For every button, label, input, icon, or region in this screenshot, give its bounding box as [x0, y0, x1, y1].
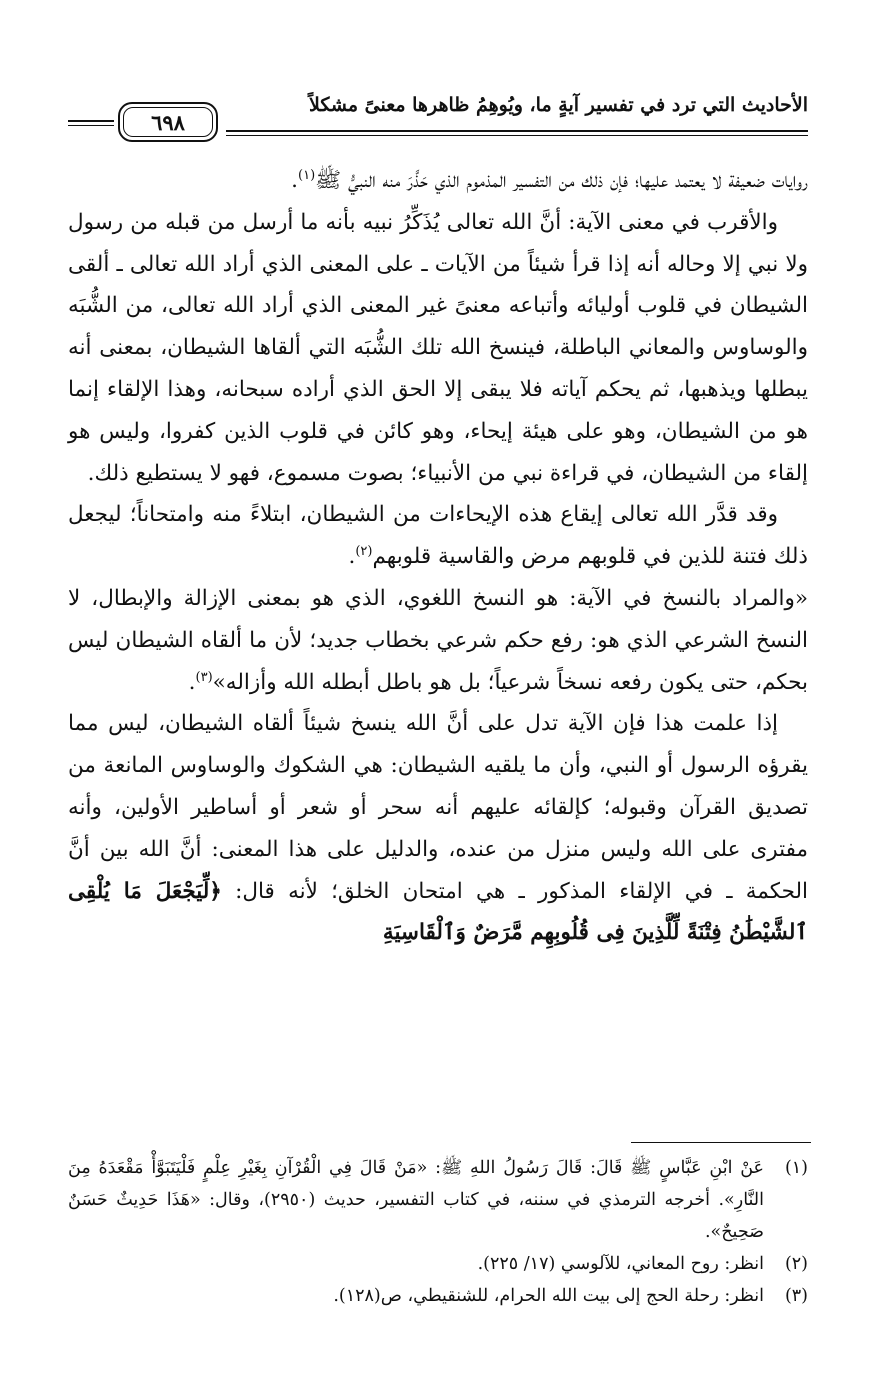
footnote-number: (١) [784, 1158, 808, 1178]
footnote-ref-1[interactable]: (١) [298, 167, 316, 183]
page-number-frame [118, 102, 218, 142]
footnote-1 [68, 1152, 808, 1248]
paragraph-2: والأقرب في معنى الآية: أنَّ الله تعالى يُذَكِّرُ نبيه بأنه ما أرسل من قبله من رسول ولا نبي إلا وحاله أنه إذا قرأ شيئاً من الآيات ـ على المعنى الذي أراد الله تعالى ـ ألقى الشيطان في قلوب أوليائه وأتباعه معنىً غير المعنى الذي أراد الله تعالى، من الشُّبَه والوساوس والمعاني الباطلة، فينسخ الله تلك الشُّبَه التي ألقاها الشيطان، بمعنى أنه يبطلها ويذهبها، ثم يحكم آياته فلا يبقى إلا الحق الذي أراده سبحانه، وهذا الإلقاء إنما هو من الشيطان، وهو على هيئة إيحاء، وهو كائن في قلوب الذين كفروا، وليس هو إلقاء من الشيطان، في قراءة نبي من الأنبياء؛ بصوت مسموع، فهو لا يستطيع ذلك. [68, 209, 808, 486]
running-header [68, 86, 808, 148]
footnote-ref-3[interactable]: (٣) [195, 669, 213, 685]
page-number: ٦٩٨ [151, 110, 185, 135]
header-rule-tail [68, 120, 114, 126]
footnote-text: انظر: روح المعاني، للآلوسي (١٧/ ٢٢٥). [477, 1254, 764, 1274]
footnotes [68, 1152, 808, 1312]
footnote-2 [68, 1248, 808, 1280]
footnote-ref-2[interactable]: (٢) [355, 544, 373, 560]
footnote-number: (٢) [784, 1254, 808, 1274]
footnote-3 [68, 1280, 808, 1312]
header-title: الأحاديث التي ترد في تفسير آيةٍ ما، ويُوهِمُ ظاهرها معنىً مشكلاً [309, 94, 808, 116]
footnote-text: انظر: رحلة الحج إلى بيت الله الحرام، للشنقيطي، ص(١٢٨). [333, 1286, 764, 1306]
quran-verse: ﴿لِّيَجْعَلَ مَا يُلْقِى ٱلشَّيْطَٰنُ فِتْنَةً لِّلَّذِينَ فِى قُلُوبِهِم مَّرَضٌ وَٱلْقَاسِيَةِ [68, 878, 808, 946]
paragraph-4: «والمراد بالنسخ في الآية: هو النسخ اللغوي، الذي هو بمعنى الإزالة والإبطال، لا النسخ الشرعي الذي هو: رفع حكم شرعي بخطاب جديد؛ لأن ما ألقاه الشيطان ليس بحكم، حتى يكون رفعه نسخاً شرعياً؛ بل هو باطل أبطله الله وأزاله»$^{(٣)}$. [68, 585, 808, 695]
paragraph-1: روايات ضعيفة لا يعتمد عليها؛ فإن ذلك من التفسير المذموم الذي حَذَّرَ منه النبيُّ ﷺ$^{(١)}$. [291, 167, 808, 193]
paragraph-5: إذا علمت هذا فإن الآية تدل على أنَّ الله ينسخ شيئاً ألقاه الشيطان، ليس مما يقرؤه الرسول أو النبي، وأن ما يلقيه الشيطان: هي الشكوك والوساوس المانعة من تصديق القرآن وقبوله؛ كإلقائه عليهم أنه سحر أو شعر أو أساطير الأولين، وأنه مفترى على الله وليس منزل من عنده، والدليل على هذا المعنى: أنَّ الله بين أنَّ الحكمة ـ في الإلقاء المذكور ـ هي امتحان الخلق؛ لأنه قال: ﴿لِّيَجْعَلَ مَا يُلْقِى ٱلشَّيْطَٰنُ فِتْنَةً لِّلَّذِينَ فِى قُلُوبِهِم مَّرَضٌ وَٱلْقَاسِيَةِ [68, 711, 808, 946]
footnote-number: (٣) [784, 1286, 808, 1306]
footnote-text: عَنْ ابْنِ عَبَّاسٍ ﷺ قَالَ: قَالَ رَسُولُ اللهِ ﷺ: «مَنْ قَالَ فِي الْقُرْآنِ بِغَيْرِ عِلْمٍ فَلْيَتَبَوَّأْ مَقْعَدَهُ مِنَ النَّارِ». أخرجه الترمذي في سننه، في كتاب التفسير، حديث (٢٩٥٠)، وقال: «هَذَا حَدِيثٌ حَسَنٌ صَحِيحٌ». [68, 1158, 764, 1242]
main-text [68, 160, 808, 954]
header-rule [226, 130, 808, 136]
footnote-separator [631, 1142, 811, 1143]
paragraph-3: وقد قدَّر الله تعالى إيقاع هذه الإيحاءات من الشيطان، ابتلاءً منه وامتحاناً؛ ليجعل ذلك فتنة للذين في قلوبهم مرض والقاسية قلوبهم$^{(٢)}$. [68, 502, 808, 570]
